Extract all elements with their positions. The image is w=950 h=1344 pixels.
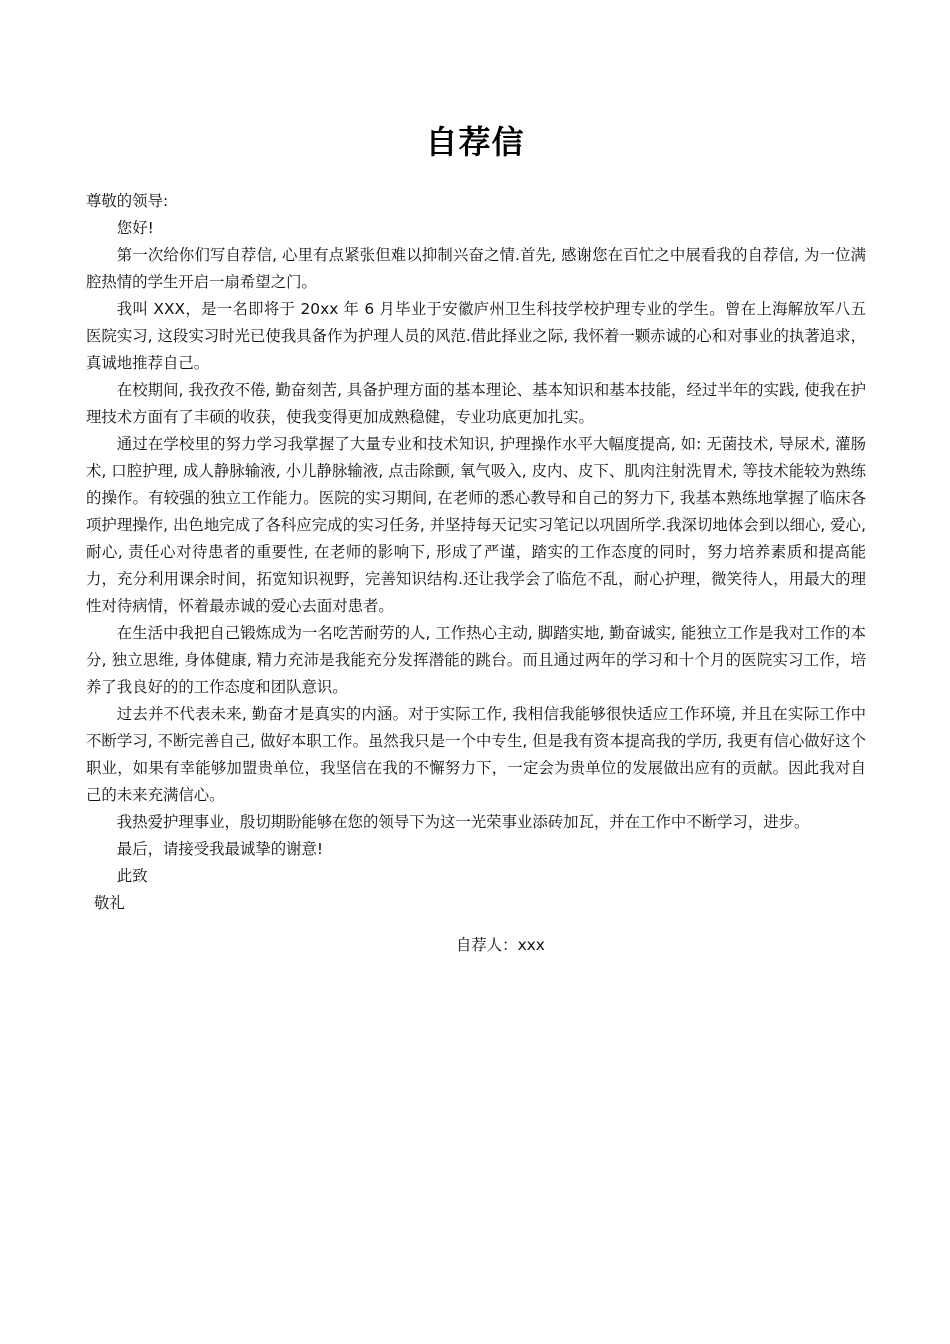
- paragraph-life: 在生活中我把自己锻炼成为一名吃苦耐劳的人, 工作热心主动, 脚踏实地, 勤奋诚实, 能独立工作是我对工作的本分, 独立思维, 身体健康, 精力充沛是我能充分发挥潜能的跳台。而且通过两年的学习和十个月的医院实习工作，培养了我良好的的工作态度和团队意识。: [86, 624, 866, 696]
- greeting: 您好!: [116, 219, 154, 237]
- signature: 自荐人：xxx: [456, 936, 545, 954]
- paragraph-skills: 通过在学校里的努力学习我掌握了大量专业和技术知识, 护理操作水平大幅度提高, 如: 无菌技术, 导尿术, 灌肠术, 口腔护理, 成人静脉输液, 小儿静脉输液, 点击除颤, 氧气吸入, 皮内、皮下、肌肉注射洗胃术, 等技术能较为熟练的操作。有较强的独立工作能力。医院的实习期间, 在老师的悉心教导和自己的努力下, 我基本熟练地掌握了临床各项护理操作, 出色地完成了各科应完成的实习任务, 并坚持每天记实习笔记以巩固所学.我深切地体会到以细心, 爱心, 耐心, 责任心对待患者的重要性, 在老师的影响下, 形成了严谨，踏实的工作态度的同时，努力培养素质和提高能力，充分利用课余时间，拓宽知识视野，完善知识结构.还让我学会了临危不乱，耐心护理，微笑待人，用最大的理性对待病情，怀着最赤诚的爱心去面对患者。: [86, 435, 866, 615]
- closing: 此致: [116, 867, 148, 885]
- paragraph-thanks: 最后，请接受我最诚挚的谢意!: [116, 840, 324, 858]
- regards: 敬礼: [94, 894, 125, 912]
- paragraph-intro: 第一次给你们写自荐信, 心里有点紧张但难以抑制兴奋之情.首先, 感谢您在百忙之中展看我的自荐信, 为一位满腔热情的学生开启一扇希望之门。: [86, 246, 866, 291]
- paragraph-passion: 我热爱护理事业，殷切期盼能够在您的领导下为这一光荣事业添砖加瓦，并在工作中不断学习，进步。: [116, 813, 810, 831]
- paragraph-school-period: 在校期间, 我孜孜不倦, 勤奋刻苦, 具备护理方面的基本理论、基本知识和基本技能，经过半年的实践, 使我在护理技术方面有了丰硕的收获，使我变得更加成熟稳健，专业功底更加扎实。: [86, 381, 866, 426]
- paragraph-future: 过去并不代表未来, 勤奋才是真实的内涵。对于实际工作, 我相信我能够很快适应工作环境, 并且在实际工作中不断学习, 不断完善自己, 做好本职工作。虽然我只是一个中专生, 但是我有资本提高我的学历, 我更有信心做好这个职业，如果有幸能够加盟贵单位，我坚信在我的不懈努力下，一定会为贵单位的发展做出应有的贡献。因此我对自己的未来充满信心。: [86, 705, 866, 804]
- salutation: 尊敬的领导:: [86, 192, 169, 210]
- letter-body: [86, 188, 866, 959]
- paragraph-self-introduction: 我叫 XXX，是一名即将于 20xx 年 6 月毕业于安徽庐州卫生科技学校护理专业的学生。曾在上海解放军八五医院实习, 这段实习时光已使我具备作为护理人员的风范.借此择业之际, 我怀着一颗赤诚的心和对事业的执著追求，真诚地推荐自己。: [86, 300, 866, 372]
- document-title: 自荐信: [425, 123, 525, 161]
